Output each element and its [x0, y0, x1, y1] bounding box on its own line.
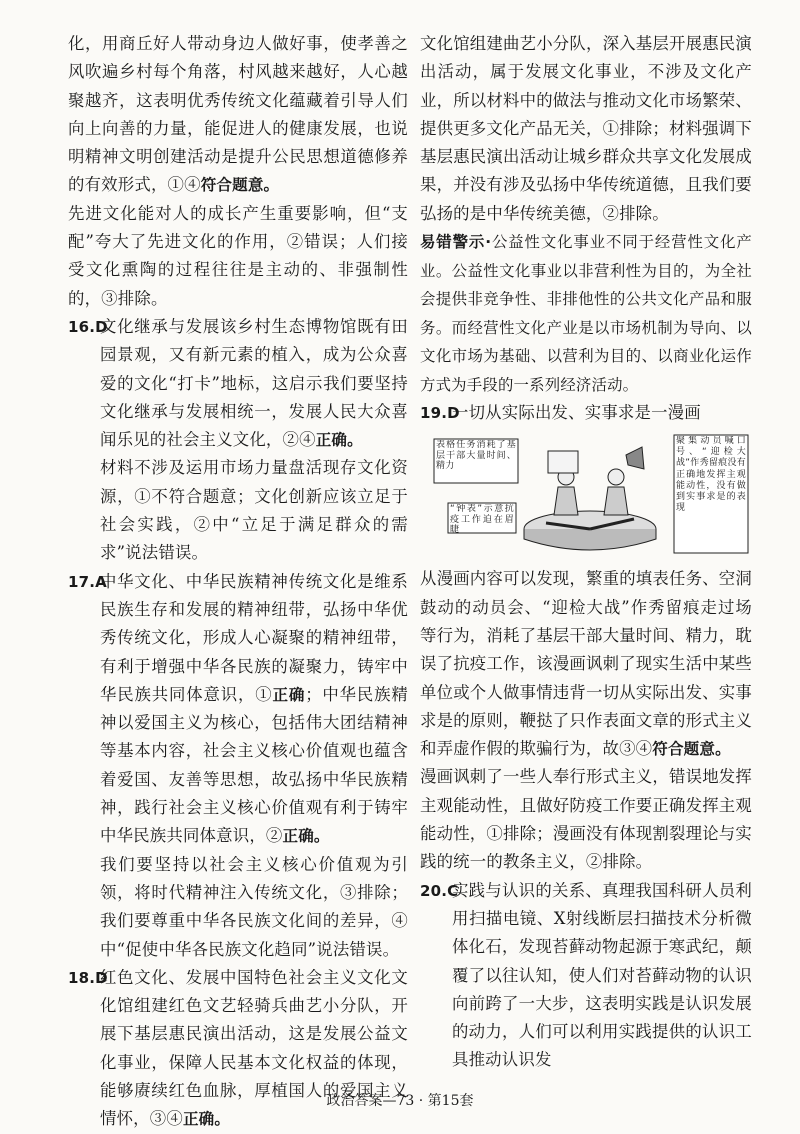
answer-continuation: 化，用商丘好人带动身边人做好事，使孝善之风吹遍乡村每个角落，村风越来越好，人心越聚越齐，这表明优秀传统文化蕴藏着引导人们向上向善的力量，能促进人的健康发展，也说明精神文明创建活动是提升公民思想道德修养的有效形式，①④符合题意。 [68, 34, 408, 195]
question-19: 19.D 一切从实际出发、实事求是一漫画 表格任务消耗了基层干部大量时间、精力 “钟表”示意抗疫工作迫在眉睫 聚集动员喊口号、“迎检大战”作秀留痕没有正确地发挥主观能动性，没有做到实事求是的表现 从漫画内容可以发现，繁重的填表任务、空洞鼓动的动员会、“迎检大战”作秀留痕走过场等行为，消耗了基层干部大量时间、精力，耽误了抗疫工作，该漫画讽刺了现实生活中某些单位或个人做事情违背一切从实际出发、实事求是的原则，鞭挞了只作表面文章的形式主义和弄虚作假的欺骗行为，故③④符合题意。 漫画讽刺了一些人奉行形式主义，错误地发挥主观能动性，且做好防疫工作要正确发挥主观能动性，①排除；漫画没有体现割裂理论与实践的统一的教条主义，②排除。 [420, 399, 752, 877]
answer-continuation: 文化馆组建曲艺小分队，深入基层开展惠民演出活动，属于发展文化事业，不涉及文化产业，所以材料中的做法与推动文化市场繁荣、提供更多文化产品无关，①排除；材料强调下基层惠民演出活动让城乡群众共享文化发展成果，并没有涉及弘扬中华传统道德，且我们要弘扬的是中华传统美德，②排除。 [420, 34, 752, 223]
right-column [420, 30, 752, 1075]
cartoon-drawing [420, 433, 752, 561]
topic-tag: 实践与认识的关系、真理 [452, 880, 636, 900]
page-footer: 政治答案—73 · 第15套 [326, 1093, 474, 1109]
question-number: 20.C [420, 881, 459, 900]
question-number: 19.D [420, 404, 460, 423]
paper-stack-icon [548, 451, 578, 473]
question-number: 17.A [68, 572, 107, 591]
megaphone-icon [626, 447, 644, 469]
caption-right: 聚集动员喊口号、“迎检大战”作秀留痕没有正确地发挥主观能动性，没有做到实事求是的表现 [676, 436, 746, 514]
question-number: 16.D [68, 317, 108, 336]
caption-left: 表格任务消耗了基层干部大量时间、精力 [436, 440, 516, 472]
question-16: 16.D 文化继承与发展该乡村生态博物馆既有田园景观，又有新元素的植入，成为公众喜爱的文化“打卡”地标，这启示我们要坚持文化继承与发展相统一，发展人民大众喜闻乐见的社会主义文化，②④正确。 材料不涉及运用市场力量盘活现存文化资源，①不符合题意；文化创新应该立足于社会实践，②中“立足于满足群众的需求”说法错误。 [68, 313, 408, 568]
left-column [68, 30, 408, 1134]
question-number: 18.D [68, 968, 108, 987]
error-warning: 易错警示·公益性文化事业不同于经营性文化产业。公益性文化事业以非营利性为目的，为全社会提供非竞争性、非排他性的公共文化产品和服务。而经营性文化产业是以市场机制为导向、以文化市场为基础、以营利为目的、以商业化运作方式为手段的一系列经济活动。 [420, 233, 752, 394]
topic-tag: 红色文化、发展中国特色社会主义文化 [100, 967, 392, 987]
question-18: 18.D 红色文化、发展中国特色社会主义文化文化馆组建红色文艺轻骑兵曲艺小分队，开展下基层惠民演出活动，这是发展公益文化事业，保障人民基本文化权益的体现，能够赓续红色血脉，厚植国人的爱国主义情怀，③④正确。 [68, 964, 408, 1134]
topic-tag: 中华文化、中华民族精神 [100, 571, 289, 591]
person-icon [608, 469, 624, 485]
topic-tag: 文化继承与发展 [100, 316, 220, 336]
caption-bottom: “钟表”示意抗疫工作迫在眉睫 [450, 504, 514, 535]
topic-tag: 一切从实际出发、实事求是一漫画 [452, 403, 701, 423]
question-20: 20.C 实践与认识的关系、真理我国科研人员利用扫描电镜、X射线断层扫描技术分析微体化石，发现苔藓动物起源于寒武纪，颠覆了以往认知，使人们对苔藓动物的认识向前跨了一大步，这表明实践是认识发展的动力，人们可以利用实践提供的认识工具推动认识发 [420, 877, 752, 1075]
cartoon-illustration [420, 433, 752, 561]
question-17: 17.A 中华文化、中华民族精神传统文化是维系民族生存和发展的精神纽带，弘扬中华优秀传统文化，形成人心凝聚的精神纽带，有利于增强中华各民族的凝聚力，铸牢中华民族共同体意识，①正确；中华民族精神以爱国主义为核心，包括伟大团结精神等基本内容，社会主义核心价值观也蕴含着爱国、友善等思想，故弘扬中华民族精神，践行社会主义核心价值观有利于铸牢中华民族共同体意识，②正确。 我们要坚持以社会主义核心价值观为引领，将时代精神注入传统文化，③排除；我们要尊重中华各民族文化间的差异，④中“促使中华各民族文化趋同”说法错误。 [68, 568, 408, 964]
analysis-paragraph: 先进文化能对人的成长产生重要影响，但“支配”夸大了先进文化的作用，②错误；人们接受文化熏陶的过程往往是主动的、非强制性的，③排除。 [68, 203, 408, 308]
